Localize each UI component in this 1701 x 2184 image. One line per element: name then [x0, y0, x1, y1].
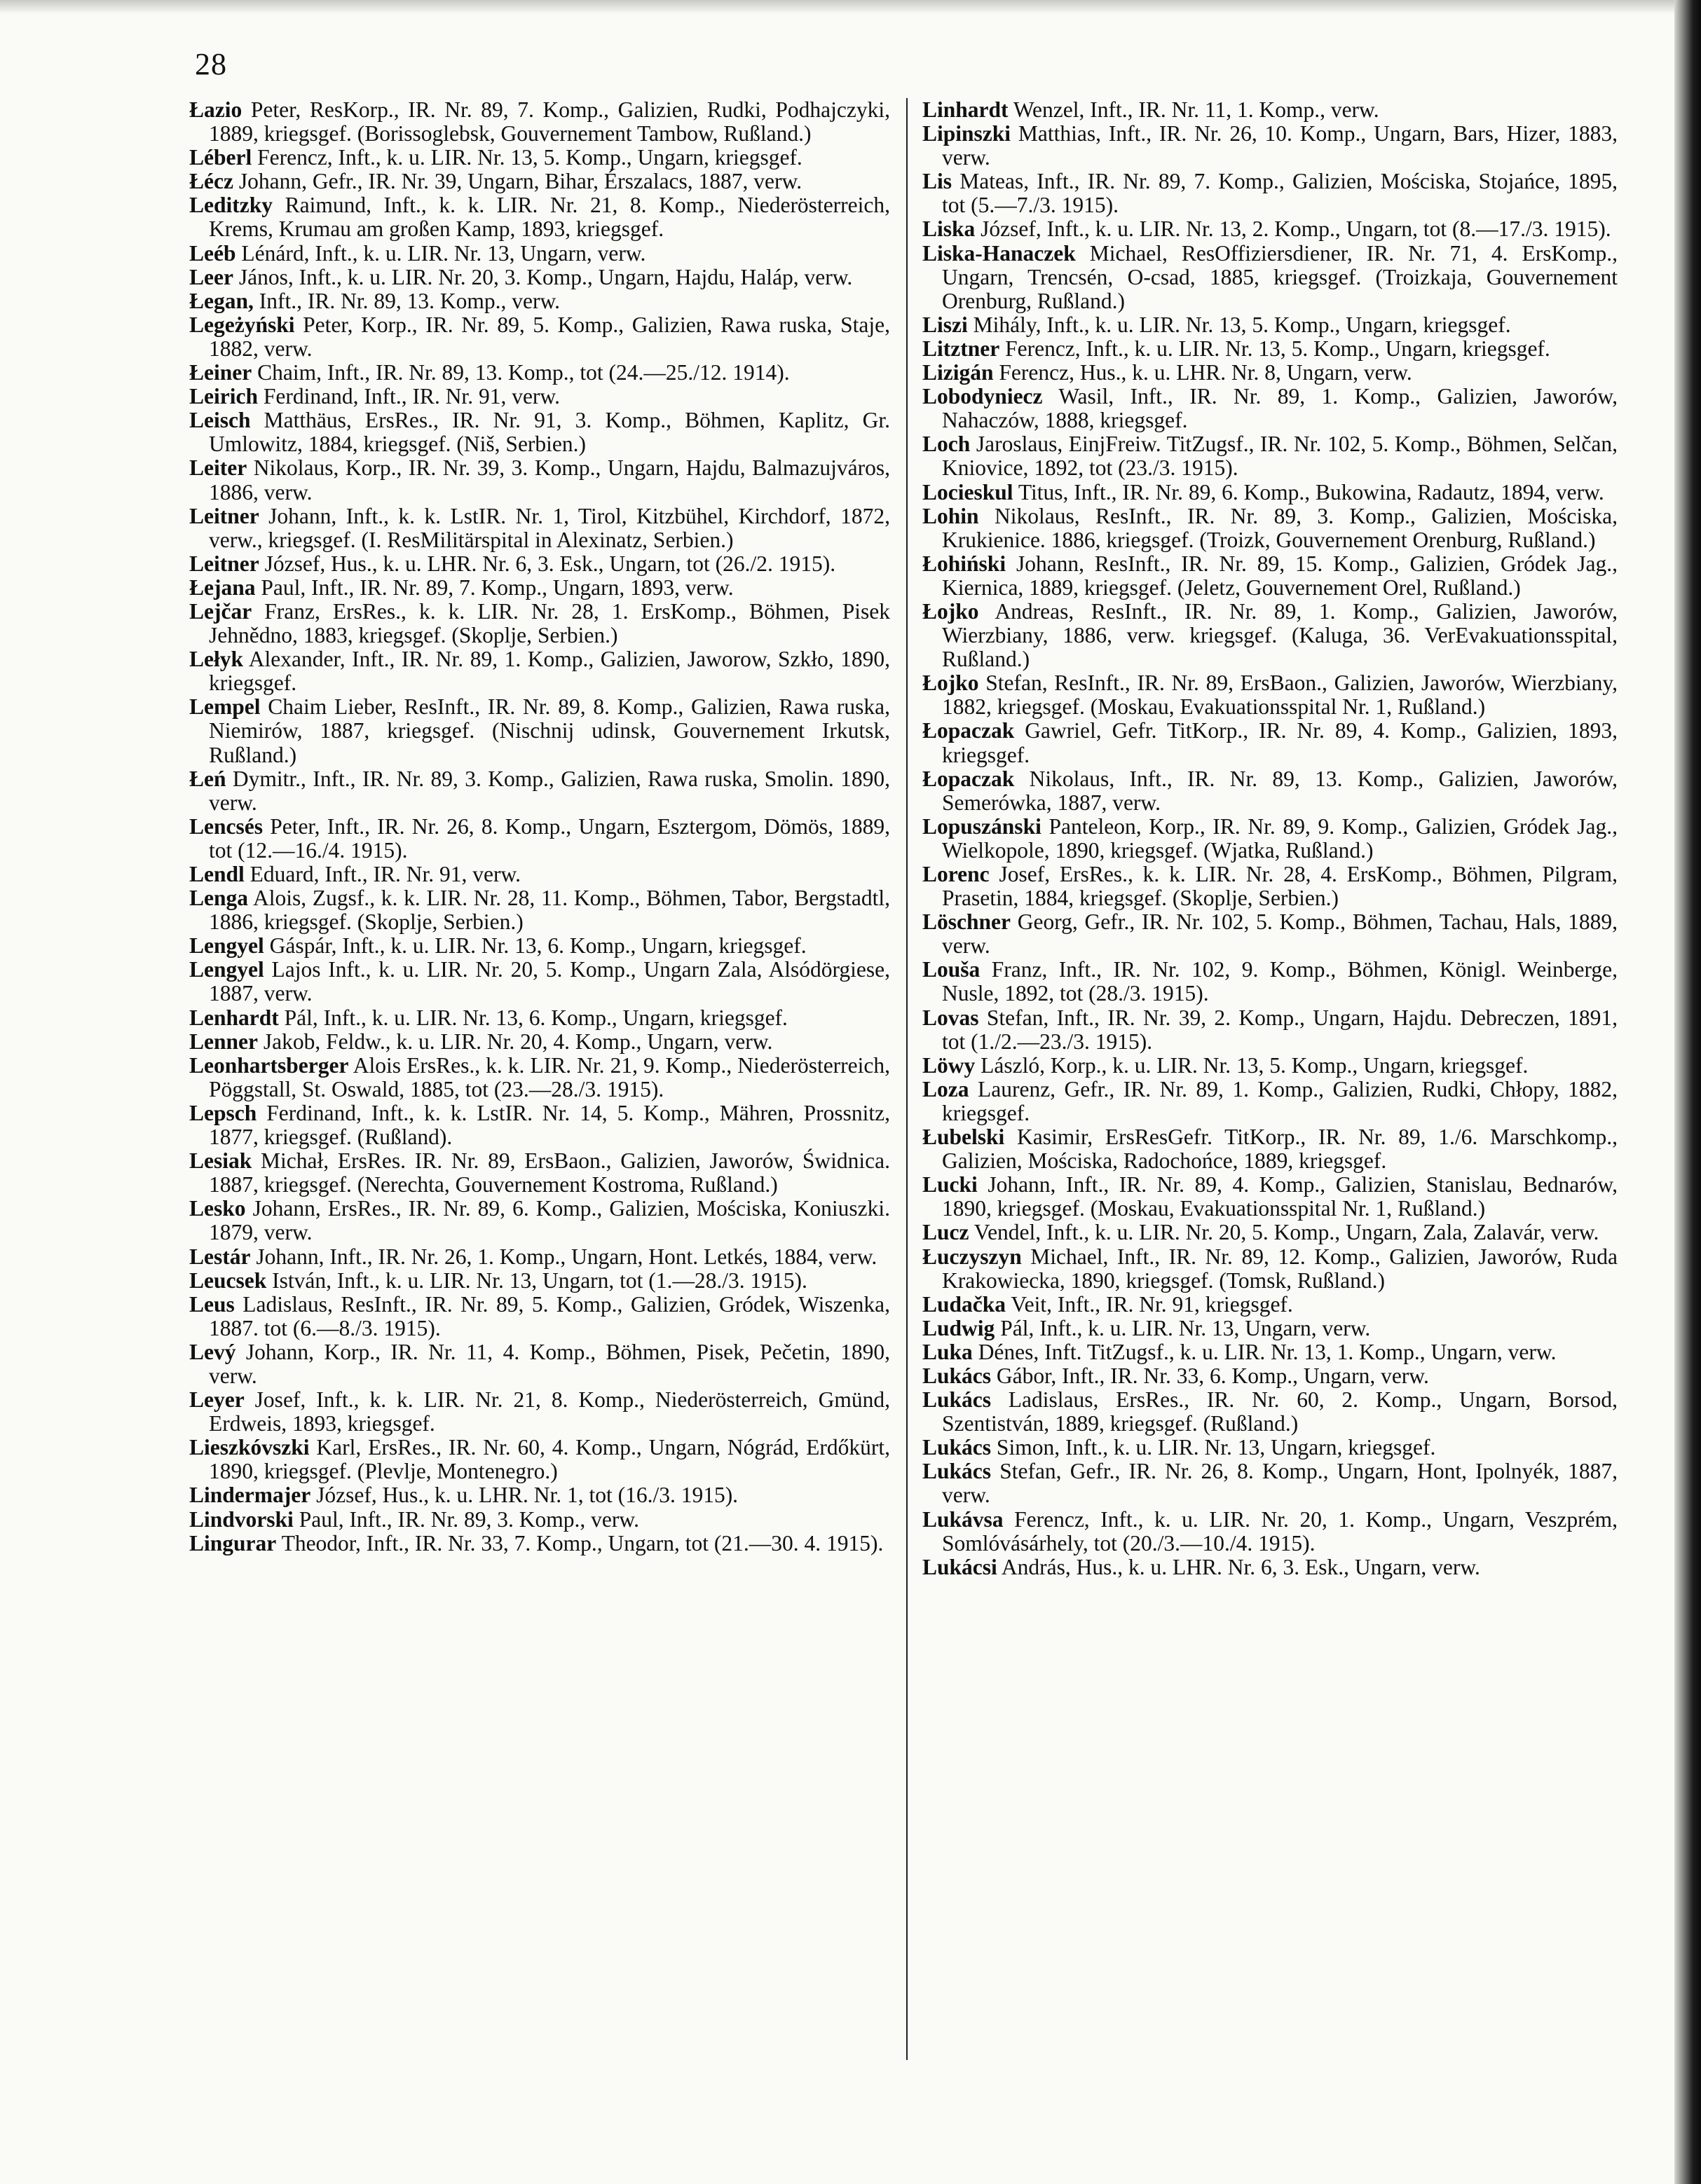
list-item	[189, 1197, 890, 1244]
entry-details: Gábor, Inft., IR. Nr. 33, 6. Komp., Ungarn, verw.	[991, 1363, 1429, 1388]
entry-details: Lénárd, Inft., k. u. LIR. Nr. 13, Ungarn, verw.	[235, 240, 646, 266]
entry-name: Lucz	[922, 1220, 969, 1245]
entry-details: Wasil, Inft., IR. Nr. 89, 1. Komp., Galizien, Jaworów, Nahaczów, 1888, kriegsgef.	[942, 384, 1618, 433]
entry-details: Ferencz, Hus., k. u. LHR. Nr. 8, Ungarn, verw.	[993, 360, 1412, 385]
entry-name: Levý	[189, 1339, 236, 1364]
entry-details: Nikolaus, ResInft., IR. Nr. 89, 3. Komp., Galizien, Mościska, Krukienice. 1886, kriegsgef. (Troizk, Gouvernement Orenburg, Rußland.)	[942, 503, 1618, 552]
list-item	[189, 647, 890, 695]
entry-details: Titus, Inft., IR. Nr. 89, 6. Komp., Bukowina, Radautz, 1894, verw.	[1013, 479, 1604, 504]
entry-details: Inft., IR. Nr. 89, 13. Komp., verw.	[253, 288, 561, 313]
page-top-shadow	[0, 0, 1701, 14]
list-item	[189, 361, 890, 385]
entry-details: Eduard, Inft., IR. Nr. 91, verw.	[244, 862, 521, 886]
entry-details: Veit, Inft., IR. Nr. 91, kriegsgef.	[1006, 1291, 1293, 1317]
entry-name: Louša	[922, 957, 981, 982]
list-item	[189, 1388, 890, 1436]
list-item	[189, 1483, 890, 1507]
entry-name: Lenner	[189, 1029, 258, 1054]
entry-details: László, Korp., k. u. LIR. Nr. 13, 5. Komp., Ungarn, kriegsgef.	[975, 1052, 1529, 1078]
entry-details: Nikolaus, Inft., IR. Nr. 89, 13. Komp., Galizien, Jaworów, Semerówka, 1887, verw.	[942, 766, 1618, 815]
entry-name: Leus	[189, 1291, 235, 1317]
entry-details: Franz, Inft., IR. Nr. 102, 9. Komp., Böhmen, Königl. Weinberge, Nusle, 1892, tot (28./3. 1915).	[942, 957, 1618, 1006]
entry-details: Michael, ResOffiziersdiener, IR. Nr. 71, 4. ErsKomp., Ungarn, Trencsén, O-csad, 1885, kriegsgef. (Troizkaja, Gouvernement Orenburg, Rußland.)	[942, 240, 1618, 313]
list-item	[189, 385, 890, 408]
entry-details: Alois ErsRes., k. k. LIR. Nr. 21, 9. Komp., Niederösterreich, Pöggstall, St. Oswald, 1885, tot (23.—28./3. 1915).	[209, 1052, 890, 1101]
list-item	[922, 600, 1618, 671]
list-item	[922, 1173, 1618, 1221]
entry-name: Leitner	[189, 503, 259, 528]
entry-name: Ludačka	[922, 1291, 1006, 1317]
list-item	[189, 1149, 890, 1197]
entry-details: Ladislaus, ResInft., IR. Nr. 89, 5. Komp., Galizien, Gródek, Wiszenka, 1887. tot (6.—8./3. 1915).	[209, 1291, 890, 1340]
entry-name: Lis	[922, 169, 952, 194]
page-right-edge	[1674, 0, 1701, 2184]
list-item	[189, 600, 890, 647]
list-item	[922, 98, 1618, 122]
list-item	[922, 815, 1618, 863]
list-item	[922, 432, 1618, 480]
entry-details: Josef, ErsRes., k. k. LIR. Nr. 28, 4. ErsKomp., Böhmen, Pilgram, Prasetin, 1884, kriegsgef. (Skoplje, Serbien.)	[942, 862, 1618, 911]
entry-name: Lengyel	[189, 957, 264, 982]
list-item	[189, 767, 890, 815]
entry-name: Lindermajer	[189, 1483, 311, 1508]
list-item	[922, 122, 1618, 170]
entry-name: Locieskul	[922, 479, 1013, 504]
list-item	[189, 576, 890, 600]
entry-details: Michael, Inft., IR. Nr. 89, 12. Komp., Galizien, Jaworów, Ruda Krakowiecka, 1890, kriegsgef. (Tomsk, Rußland.)	[942, 1244, 1618, 1293]
list-item	[189, 1532, 890, 1555]
entry-name: Lenhardt	[189, 1005, 279, 1030]
entry-name: Łazio	[189, 97, 242, 122]
list-item	[922, 1245, 1618, 1293]
entry-name: Łuczyszyn	[922, 1244, 1022, 1269]
page-number: 28	[195, 47, 227, 81]
entry-name: Lukács	[922, 1363, 992, 1388]
entry-details: Theodor, Inft., IR. Nr. 33, 7. Komp., Ungarn, tot (21.—30. 4. 1915).	[276, 1530, 884, 1555]
entry-details: Stefan, ResInft., IR. Nr. 89, ErsBaon., Galizien, Jaworów, Wierzbiany, 1882, kriegsgef. (Moskau, Evakuationsspital Nr. 1, Rußland.)	[942, 671, 1618, 720]
entry-name: Lorenc	[922, 862, 990, 886]
entry-details: Ferdinand, Inft., k. k. LstIR. Nr. 14, 5. Komp., Mähren, Prossnitz, 1877, kriegsgef. (Rußland).	[209, 1100, 890, 1150]
list-item	[189, 552, 890, 576]
entry-details: Vendel, Inft., k. u. LIR. Nr. 20, 5. Komp., Ungarn, Zala, Zalavár, verw.	[969, 1220, 1599, 1245]
entry-details: Johann, Korp., IR. Nr. 11, 4. Komp., Böhmen, Pisek, Pečetin, 1890, verw.	[209, 1339, 890, 1388]
entry-details: Mateas, Inft., IR. Nr. 89, 7. Komp., Galizien, Mościska, Stojańce, 1895, tot (5.—7./3. 1915).	[942, 169, 1618, 218]
entry-name: Lobodyniecz	[922, 384, 1043, 409]
entry-details: József, Inft., k. u. LIR. Nr. 13, 2. Komp., Ungarn, tot (8.—17./3. 1915).	[975, 217, 1611, 242]
entry-details: Wenzel, Inft., IR. Nr. 11, 1. Komp., verw.	[1008, 97, 1379, 122]
entry-details: Johann, Gefr., IR. Nr. 39, Ungarn, Bihar, Érszalacs, 1887, verw.	[233, 169, 802, 194]
entry-name: Léberl	[189, 145, 252, 170]
entry-details: Jakob, Feldw., k. u. LIR. Nr. 20, 4. Komp., Ungarn, verw.	[258, 1029, 773, 1054]
list-item	[922, 504, 1618, 552]
entry-details: Johann, Inft., IR. Nr. 26, 1. Komp., Ungarn, Hont. Letkés, 1884, verw.	[250, 1244, 877, 1269]
entry-name: Lohin	[922, 503, 979, 528]
list-item	[189, 1054, 890, 1101]
list-item	[922, 910, 1618, 958]
entry-name: Lizigán	[922, 360, 994, 385]
entry-name: Lindvorski	[189, 1506, 294, 1532]
entry-details: Josef, Inft., k. k. LIR. Nr. 21, 8. Komp., Niederösterreich, Gmünd, Erdweis, 1893, kriegsgef.	[209, 1387, 890, 1436]
list-item	[189, 815, 890, 863]
entry-details: Stefan, Gefr., IR. Nr. 26, 8. Komp., Ungarn, Hont, Ipolnyék, 1887, verw.	[942, 1459, 1618, 1508]
entry-name: Lencsés	[189, 813, 263, 839]
entry-name: Leisch	[189, 408, 251, 433]
list-item	[189, 146, 890, 170]
entry-details: Ladislaus, ErsRes., IR. Nr. 60, 2. Komp., Ungarn, Borsod, Szentistván, 1889, kriegsgef. (Rußland.)	[942, 1387, 1618, 1436]
entry-name: Luka	[922, 1339, 973, 1364]
list-item	[922, 361, 1618, 385]
entry-details: Dymitr., Inft., IR. Nr. 89, 3. Komp., Galizien, Rawa ruska, Smolin. 1890, verw.	[209, 766, 890, 815]
entry-name: Łegan,	[189, 288, 254, 313]
list-item	[189, 1006, 890, 1030]
entry-details: Matthias, Inft., IR. Nr. 26, 10. Komp., Ungarn, Bars, Hizer, 1883, verw.	[942, 121, 1618, 170]
entry-details: Paul, Inft., IR. Nr. 89, 7. Komp., Ungarn, 1893, verw.	[255, 575, 734, 600]
list-item	[922, 1388, 1618, 1436]
entry-details: Johann, ResInft., IR. Nr. 89, 15. Komp., Galizien, Gródek Jag., Kiernica, 1889, kriegsgef. (Jeletz, Gouvernement Orel, Rußland.)	[942, 551, 1618, 600]
list-item	[189, 1269, 890, 1293]
entry-name: Lieszkóvszki	[189, 1435, 310, 1460]
list-item	[189, 934, 890, 958]
entry-details: Dénes, Inft. TitZugsf., k. u. LIR. Nr. 13, 1. Komp., Ungarn, verw.	[972, 1339, 1557, 1364]
entry-name: Leditzky	[189, 193, 273, 218]
list-item	[189, 886, 890, 934]
entry-name: Lełyk	[189, 647, 244, 672]
list-item	[189, 1340, 890, 1388]
right-column	[922, 98, 1618, 1579]
entry-name: Łécz	[189, 169, 233, 194]
entry-details: Peter, Korp., IR. Nr. 89, 5. Komp., Galizien, Rawa ruska, Staje, 1882, verw.	[209, 312, 890, 361]
list-item	[922, 863, 1618, 910]
entry-name: Łeiner	[189, 360, 252, 385]
entry-name: Leitner	[189, 551, 259, 576]
entry-name: Liska-Hanaczek	[922, 240, 1076, 266]
entry-name: Lejčar	[189, 598, 252, 624]
entry-name: Łojko	[922, 598, 979, 624]
list-item	[189, 193, 890, 241]
list-item	[189, 98, 890, 146]
entry-details: Gáspár, Inft., k. u. LIR. Nr. 13, 6. Komp., Ungarn, kriegsgef.	[264, 933, 807, 959]
entry-name: Łohiński	[922, 551, 1006, 576]
entry-details: Jaroslaus, EinjFreiw. TitZugsf., IR. Nr. 102, 5. Komp., Böhmen, Selčan, Kniovice, 1892, tot (23./3. 1915).	[942, 432, 1618, 481]
list-item	[189, 456, 890, 504]
entry-details: Chaim, Inft., IR. Nr. 89, 13. Komp., tot (24.—25./12. 1914).	[252, 360, 790, 385]
entry-details: Georg, Gefr., IR. Nr. 102, 5. Komp., Böhmen, Tachau, Hals, 1889, verw.	[942, 909, 1618, 959]
list-item	[922, 337, 1618, 361]
left-column	[189, 98, 890, 1555]
entry-name: Łopaczak	[922, 766, 1015, 791]
list-item	[922, 217, 1618, 241]
entry-details: József, Hus., k. u. LHR. Nr. 1, tot (16./3. 1915).	[310, 1483, 739, 1508]
entry-details: József, Hus., k. u. LHR. Nr. 6, 3. Esk., Ungarn, tot (26./2. 1915).	[259, 551, 836, 576]
entry-details: Johann, ErsRes., IR. Nr. 89, 6. Komp., Galizien, Mościska, Koniuszki. 1879, verw.	[209, 1196, 890, 1245]
entry-name: Łopaczak	[922, 718, 1015, 743]
entry-details: Alois, Zugsf., k. k. LIR. Nr. 28, 11. Komp., Böhmen, Tabor, Bergstadtl, 1886, kriegsgef. (Skoplje, Serbien.)	[209, 886, 890, 935]
list-item	[922, 1078, 1618, 1125]
entry-name: Lukávsa	[922, 1506, 1004, 1532]
list-item	[922, 1508, 1618, 1555]
entry-name: Liszi	[922, 312, 968, 337]
entry-name: Lukács	[922, 1459, 992, 1484]
list-item	[922, 958, 1618, 1005]
entry-details: Michał, ErsRes. IR. Nr. 89, ErsBaon., Galizien, Jaworów, Świdnica. 1887, kriegsgef. (Nerechta, Gouvernement Kostroma, Rußland.)	[209, 1148, 890, 1197]
column-divider	[906, 98, 908, 2060]
list-item	[922, 313, 1618, 337]
entry-details: Peter, ResKorp., IR. Nr. 89, 7. Komp., Galizien, Rudki, Podhajczyki, 1889, kriegsgef. (Borissoglebsk, Gouvernement Tambow, Rußland.)	[209, 97, 890, 146]
list-item	[922, 242, 1618, 313]
entry-name: Leirich	[189, 384, 258, 409]
entry-name: Leer	[189, 264, 233, 289]
entry-details: Andreas, ResInft., IR. Nr. 89, 1. Komp., Galizien, Jaworów, Wierzbiany, 1886, verw. kriegsgef. (Kaluga, 36. VerEvakuationsspital, Rußland.)	[942, 598, 1618, 672]
entry-name: Lepsch	[189, 1100, 257, 1125]
entry-details: Lajos Inft., k. u. LIR. Nr. 20, 5. Komp., Ungarn Zala, Alsódörgiese, 1887, verw.	[209, 957, 890, 1006]
entry-name: Löschner	[922, 909, 1011, 935]
entry-details: Gawriel, Gefr. TitKorp., IR. Nr. 89, 4. Komp., Galizien, 1893, kriegsgef.	[942, 718, 1618, 767]
entry-name: Lucki	[922, 1172, 978, 1197]
entry-details: András, Hus., k. u. LHR. Nr. 6, 3. Esk., Ungarn, verw.	[997, 1554, 1480, 1579]
entry-name: Ludwig	[922, 1315, 995, 1340]
entry-name: Leonhartsberger	[189, 1052, 349, 1078]
entry-details: Johann, Inft., IR. Nr. 89, 4. Komp., Galizien, Stanislau, Bednarów, 1890, kriegsgef. (Moskau, Evakuationsspital Nr. 1, Rußland.)	[942, 1172, 1618, 1221]
entry-name: Loza	[922, 1076, 969, 1101]
entry-details: Raimund, Inft., k. k. LIR. Nr. 21, 8. Komp., Niederösterreich, Krems, Krumau am großen Kamp, 1893, kriegsgef.	[209, 193, 890, 242]
list-item	[189, 504, 890, 552]
list-item	[922, 385, 1618, 432]
entry-name: Lesiak	[189, 1148, 252, 1174]
entry-name: Lingurar	[189, 1530, 277, 1555]
entry-name: Linhardt	[922, 97, 1009, 122]
entry-name: Lempel	[189, 694, 261, 720]
entry-name: Lengyel	[189, 933, 264, 959]
entry-details: Nikolaus, Korp., IR. Nr. 39, 3. Komp., Ungarn, Hajdu, Balmazujváros, 1886, verw.	[209, 455, 890, 504]
list-item	[189, 1508, 890, 1532]
list-item	[922, 767, 1618, 815]
list-item	[189, 863, 890, 886]
list-item	[922, 1221, 1618, 1244]
entry-details: Karl, ErsRes., IR. Nr. 60, 4. Komp., Ungarn, Nógrád, Erdőkürt, 1890, kriegsgef. (Plevlje, Montenegro.)	[209, 1435, 890, 1484]
entry-name: Leéb	[189, 240, 236, 266]
entry-name: Litztner	[922, 336, 1000, 361]
entry-details: Stefan, Inft., IR. Nr. 39, 2. Komp., Ungarn, Hajdu. Debreczen, 1891, tot (1./2.—23./3. 1915).	[942, 1005, 1618, 1054]
entry-name: Loch	[922, 432, 971, 457]
entry-name: Lukács	[922, 1435, 992, 1460]
list-item	[922, 1054, 1618, 1078]
entry-name: Lukács	[922, 1387, 992, 1413]
list-item	[189, 289, 890, 313]
entry-details: Ferencz, Inft., k. u. LIR. Nr. 13, 5. Komp., Ungarn, kriegsgef.	[999, 336, 1550, 361]
entry-name: Łeń	[189, 766, 226, 791]
list-item	[189, 1293, 890, 1340]
entry-details: Franz, ErsRes., k. k. LIR. Nr. 28, 1. ErsKomp., Böhmen, Pisek Jehnědno, 1883, kriegsgef. (Skoplje, Serbien.)	[209, 598, 890, 648]
list-item	[922, 1006, 1618, 1054]
entry-details: István, Inft., k. u. LIR. Nr. 13, Ungarn, tot (1.—28./3. 1915).	[266, 1268, 807, 1293]
list-item	[189, 1101, 890, 1149]
list-item	[922, 671, 1618, 719]
list-item	[922, 719, 1618, 767]
entry-name: Lenga	[189, 886, 249, 911]
entry-details: János, Inft., k. u. LIR. Nr. 20, 3. Komp., Ungarn, Hajdu, Haláp, verw.	[233, 264, 853, 289]
list-item	[189, 170, 890, 193]
list-item	[922, 1460, 1618, 1507]
entry-details: Alexander, Inft., IR. Nr. 89, 1. Komp., Galizien, Jaworow, Szkło, 1890, kriegsgef.	[209, 647, 890, 696]
list-item	[189, 695, 890, 767]
list-item	[189, 242, 890, 266]
list-item	[922, 1317, 1618, 1340]
entry-details: Laurenz, Gefr., IR. Nr. 89, 1. Komp., Galizien, Rudki, Chłopy, 1882, kriegsgef.	[942, 1076, 1618, 1125]
entry-name: Łojko	[922, 671, 979, 696]
entry-name: Leiter	[189, 455, 247, 481]
entry-details: Kasimir, ErsResGefr. TitKorp., IR. Nr. 89, 1./6. Marschkomp., Galizien, Mościska, Radochońce, 1889, kriegsgef.	[942, 1125, 1618, 1174]
entry-name: Lukácsi	[922, 1554, 997, 1579]
list-item	[189, 1245, 890, 1269]
list-item	[922, 1555, 1618, 1579]
list-item	[189, 1030, 890, 1054]
list-item	[922, 552, 1618, 600]
entry-details: Peter, Inft., IR. Nr. 26, 8. Komp., Ungarn, Esztergom, Dömös, 1889, tot (12.—16./4. 1915).	[209, 813, 890, 863]
entry-details: Paul, Inft., IR. Nr. 89, 3. Komp., verw.	[293, 1506, 639, 1532]
entry-details: Pál, Inft., k. u. LIR. Nr. 13, 6. Komp., Ungarn, kriegsgef.	[278, 1005, 788, 1030]
entry-name: Lesko	[189, 1196, 246, 1221]
list-item	[189, 408, 890, 456]
entry-details: Mihály, Inft., k. u. LIR. Nr. 13, 5. Komp., Ungarn, kriegsgef.	[967, 312, 1511, 337]
entry-details: Chaim Lieber, ResInft., IR. Nr. 89, 8. Komp., Galizien, Rawa ruska, Niemirów, 1887, kriegsgef. (Nischnij udinsk, Gouvernement Irkutsk, Rußland.)	[209, 694, 890, 767]
entry-name: Liska	[922, 217, 976, 242]
entry-details: Simon, Inft., k. u. LIR. Nr. 13, Ungarn, kriegsgef.	[991, 1435, 1436, 1460]
list-item	[189, 958, 890, 1005]
entry-name: Löwy	[922, 1052, 976, 1078]
entry-details: Ferencz, Inft., k. u. LIR. Nr. 20, 1. Komp., Ungarn, Veszprém, Somlóvásárhely, tot (20./3.—10./4. 1915).	[942, 1506, 1618, 1555]
list-item	[922, 170, 1618, 217]
entry-name: Lovas	[922, 1005, 979, 1030]
entry-name: Łejana	[189, 575, 256, 600]
list-item	[922, 1340, 1618, 1364]
entry-name: Lestár	[189, 1244, 251, 1269]
entry-details: Ferdinand, Inft., IR. Nr. 91, verw.	[257, 384, 560, 409]
list-item	[922, 1436, 1618, 1460]
entry-details: Ferencz, Inft., k. u. LIR. Nr. 13, 5. Komp., Ungarn, kriegsgef.	[252, 145, 802, 170]
list-item	[922, 1125, 1618, 1173]
entry-name: Lipinszki	[922, 121, 1011, 146]
entry-name: Lopuszánski	[922, 813, 1041, 839]
entry-name: Leucsek	[189, 1268, 267, 1293]
list-item	[189, 313, 890, 361]
list-item	[189, 1436, 890, 1483]
entry-name: Lendl	[189, 862, 245, 886]
entry-details: Johann, Inft., k. k. LstIR. Nr. 1, Tirol, Kitzbühel, Kirchdorf, 1872, verw., kriegsgef. (I. ResMilitärspital in Alexinatz, Serbien.)	[209, 503, 890, 552]
entry-details: Pál, Inft., k. u. LIR. Nr. 13, Ungarn, verw.	[995, 1315, 1371, 1340]
list-item	[922, 481, 1618, 504]
list-item	[189, 266, 890, 289]
entry-name: Łubelski	[922, 1125, 1005, 1150]
entry-name: Leyer	[189, 1387, 245, 1413]
list-item	[922, 1293, 1618, 1317]
entry-details: Panteleon, Korp., IR. Nr. 89, 9. Komp., Galizien, Gródek Jag., Wielkopole, 1890, kriegsgef. (Wjatka, Rußland.)	[942, 813, 1618, 863]
entry-details: Matthäus, ErsRes., IR. Nr. 91, 3. Komp., Böhmen, Kaplitz, Gr. Umlowitz, 1884, kriegsgef. (Niš, Serbien.)	[209, 408, 890, 457]
list-item	[922, 1364, 1618, 1388]
entry-name: Legeżyński	[189, 312, 295, 337]
